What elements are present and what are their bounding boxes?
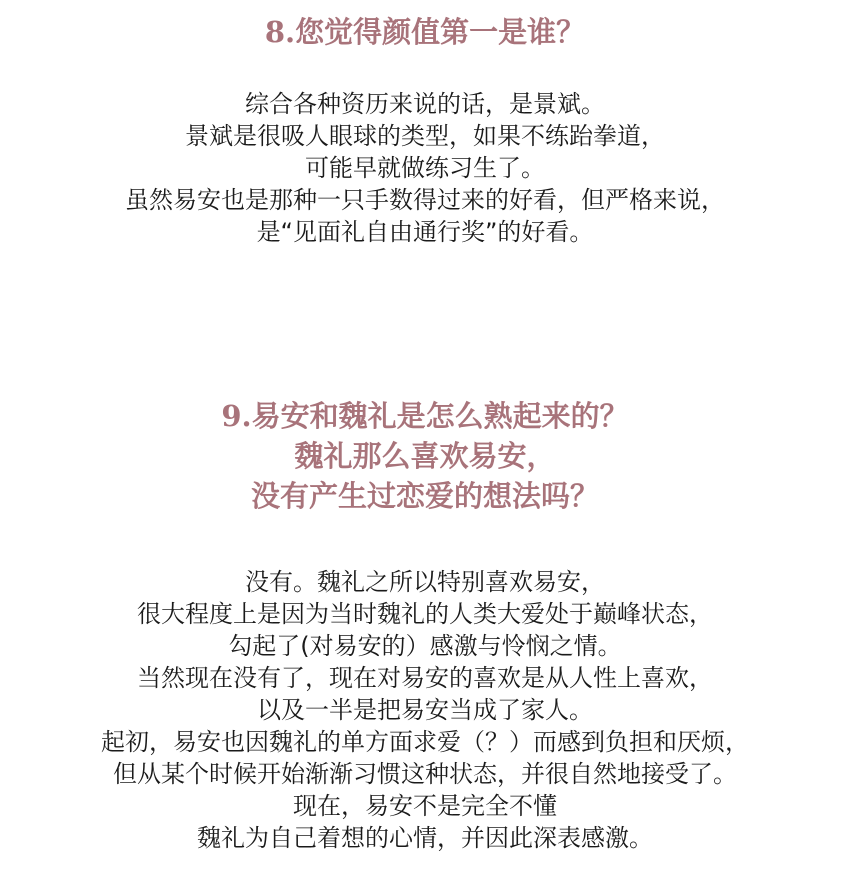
- question-9-title-line: 9.易安和魏礼是怎么熟起来的？: [221, 399, 629, 433]
- answer-line: 虽然易安也是那种一只手数得过来的好看，但严格来说，: [125, 186, 725, 214]
- answer-line: 没有。魏礼之所以特别喜欢易安，: [245, 568, 605, 596]
- question-9-answer: [0, 566, 850, 854]
- answer-line: 现在，易安不是完全不懂: [293, 792, 557, 820]
- question-9-title-line: 没有产生过恋爱的想法吗？: [250, 479, 599, 513]
- answer-line: 是“见面礼自由通行奖”的好看。: [256, 218, 594, 246]
- answer-line: 魏礼为自己着想的心情，并因此深表感激。: [197, 824, 653, 852]
- question-8-title: [0, 12, 850, 52]
- answer-line: 可能早就做练习生了。: [305, 154, 545, 182]
- question-8-answer: [0, 88, 850, 248]
- answer-line: 勾起了(对易安的）感激与怜悯之情。: [228, 632, 622, 660]
- answer-line: 综合各种资历来说的话，是景斌。: [245, 90, 605, 118]
- answer-line: 以及一半是把易安当成了家人。: [257, 696, 593, 724]
- answer-line: 很大程度上是因为当时魏礼的人类大爱处于巅峰状态，: [137, 600, 713, 628]
- answer-line: 景斌是很吸人眼球的类型，如果不练跆拳道，: [185, 122, 665, 150]
- answer-line: 当然现在没有了，现在对易安的喜欢是从人性上喜欢，: [137, 664, 713, 692]
- question-9-title: [0, 396, 850, 516]
- answer-line: 起初，易安也因魏礼的单方面求爱（？）而感到负担和厌烦，: [101, 728, 749, 756]
- question-9-title-line: 魏礼那么喜欢易安，: [294, 439, 556, 473]
- answer-line: 但从某个时候开始渐渐习惯这种状态，并很自然地接受了。: [113, 760, 737, 788]
- question-8-title-text: 8.您觉得颜值第一是谁？: [264, 15, 586, 49]
